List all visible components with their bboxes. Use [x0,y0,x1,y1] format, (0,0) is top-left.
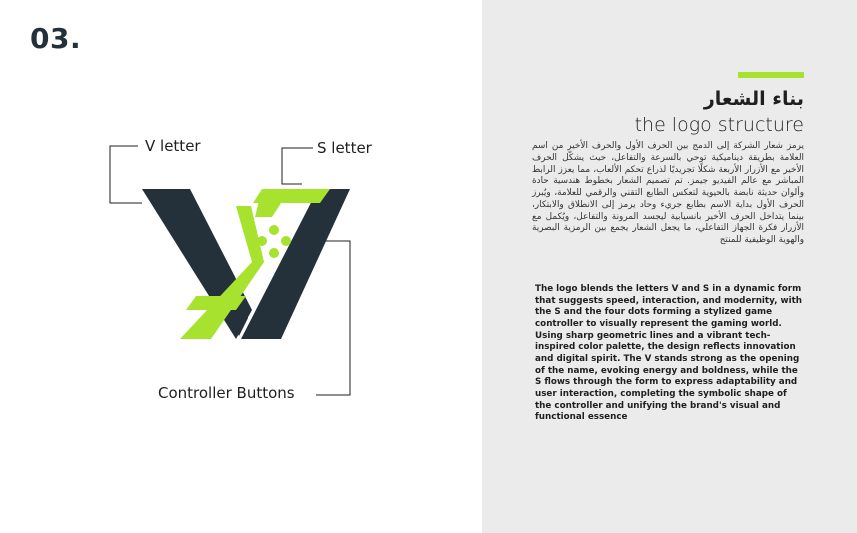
s-letter-label: S letter [317,139,372,157]
s-letter-callout-line [282,148,313,184]
text-panel [482,0,857,533]
controller-button-left [257,236,267,246]
controller-button-top [269,225,279,235]
controller-buttons-label: Controller Buttons [158,384,295,402]
controller-button-bottom [269,248,279,258]
section-title-arabic: بناء الشعار [703,88,804,110]
controller-callout-line [312,241,350,395]
body-text-arabic: يرمز شعار الشركة إلى الدمج بين الحرف الأول والحرف الأخير من اسم العلامة بطريقة ديناميكية توحي بالسرعة والتفاعل، حيث يشكّل الحرف الأخير مع الأزرار الأربعة شكلًا تجريديًا لذراع تحكم الألعاب، مما يعزز الرابط المباشر مع عالم الفيديو جيمز. تم تصميم الشعار بخطوط هندسية حادة وألوان حديثة نابضة بالحيوية لتعكس الطابع التقني والرقمي للعلامة، ويُبرز الحرف الأول بداية الاسم بطابع جريء وحاد يرمز إلى الانطلاق والابتكار، بينما يتداخل الحرف الأخير بانسيابية ليجسد المرونة والتفاعل، ويُكمل مع الأزرار فكرة الجهاز التفاعلي، ما يجعل الشعار يجمع بين الرمزية البصرية والهوية الوظيفية للمنتج [532,141,804,245]
v-letter-label: V letter [145,137,201,155]
controller-button-right [281,236,291,246]
page-number: 03. [30,22,82,55]
section-title-english: the logo structure [634,114,804,136]
accent-bar [738,72,804,78]
body-text-english: The logo blends the letters V and S in a dynamic form that suggests speed, interaction, and modernity, with the S and the four dots forming a stylized game controller to visually represent the gaming world. Using sharp geometric lines and a vibrant tech-inspired color palette, the design reflects innovation and digital spirit. The V stands strong as the opening of the name, evoking energy and boldness, while the S flows through the form to express adaptability and user interaction, completing the symbolic shape of the controller and unifying the brand's visual and functional essence [535,284,802,423]
v-letter-callout-line [110,146,142,203]
